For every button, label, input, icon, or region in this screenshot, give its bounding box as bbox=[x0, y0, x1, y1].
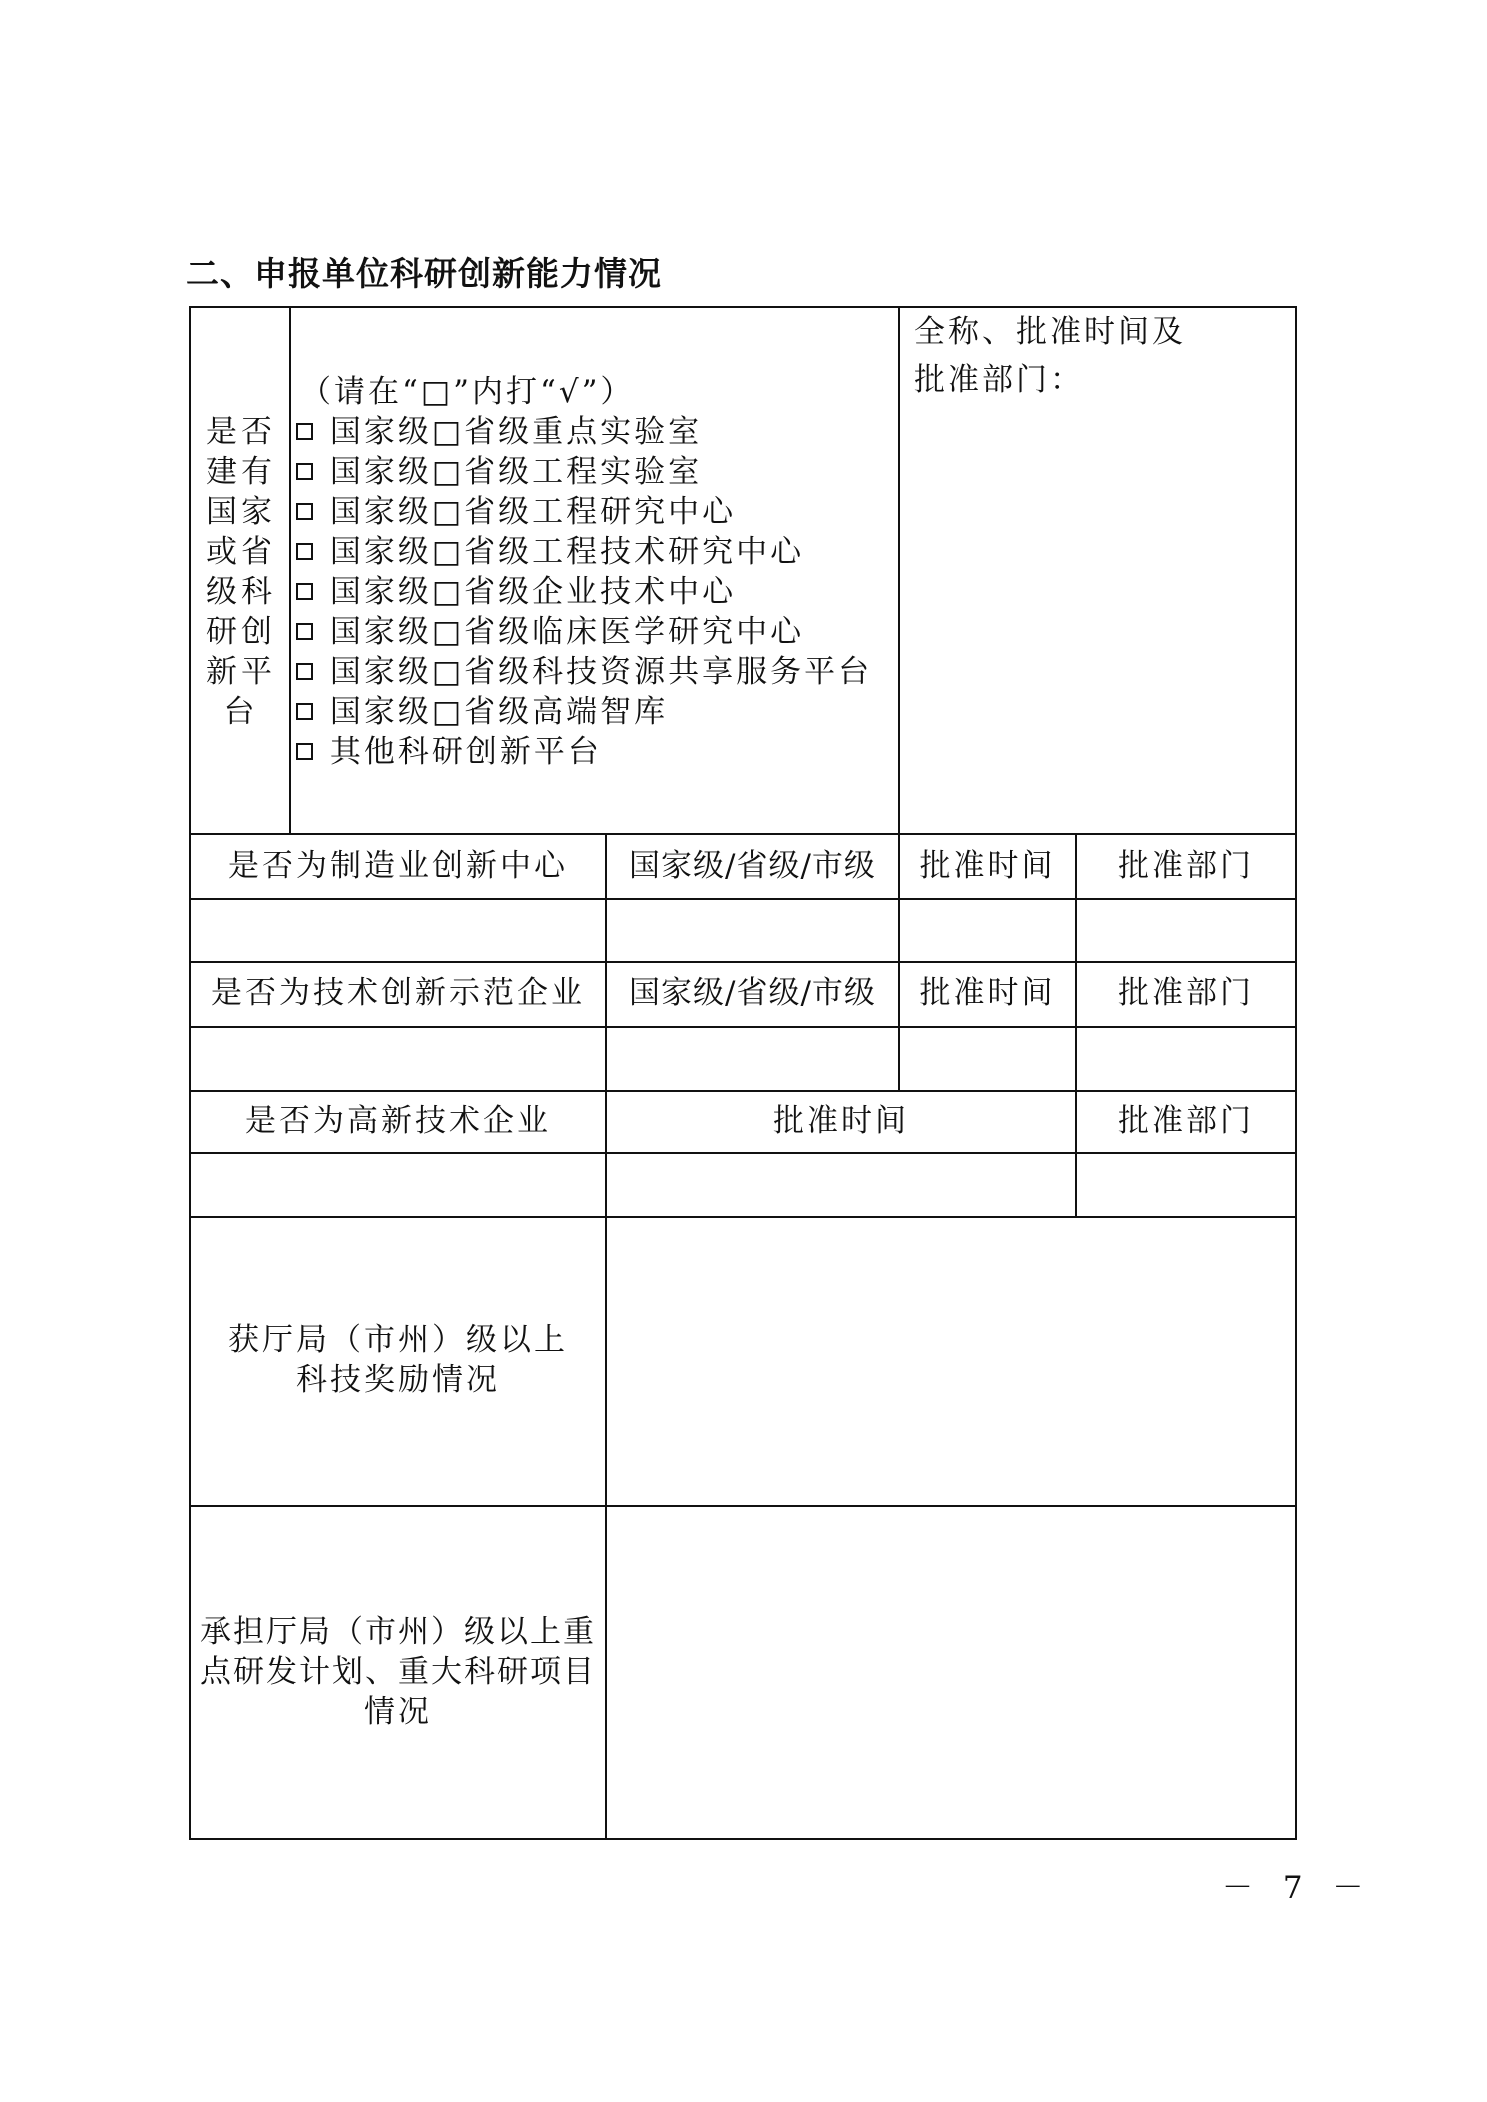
platform-detail-header: 批准部门： bbox=[914, 362, 1084, 398]
projects-label: 情况 bbox=[364, 1694, 432, 1730]
rule bbox=[898, 306, 900, 835]
manufacturing-dept-field[interactable] bbox=[1077, 900, 1295, 961]
checkbox-icon[interactable] bbox=[296, 503, 313, 520]
manufacturing-label: 是否为制造业创新中心 bbox=[228, 848, 568, 884]
table-top-border bbox=[189, 306, 1297, 308]
hightech-dept-header: 批准部门 bbox=[1118, 1103, 1254, 1139]
platform-detail-field[interactable] bbox=[902, 400, 1292, 830]
tech-demo-label: 是否为技术创新示范企业 bbox=[211, 975, 585, 1011]
projects-label: 点研发计划、重大科研项目 bbox=[200, 1654, 596, 1690]
tech-demo-level-field[interactable] bbox=[607, 1028, 898, 1090]
tech-demo-level-header: 国家级/省级/市级 bbox=[629, 975, 876, 1011]
platform-option[interactable]: 国家级□省级工程技术研究中心 bbox=[296, 532, 804, 572]
tech-demo-dept-header: 批准部门 bbox=[1118, 975, 1254, 1011]
checkbox-icon[interactable] bbox=[296, 463, 313, 480]
platform-option[interactable]: 国家级□省级工程实验室 bbox=[296, 452, 702, 492]
manufacturing-time-header: 批准时间 bbox=[919, 848, 1056, 884]
projects-label: 承担厅局（市州）级以上重 bbox=[200, 1614, 596, 1650]
hightech-answer-field[interactable] bbox=[191, 1154, 605, 1216]
checkbox-icon[interactable] bbox=[296, 543, 313, 560]
table-bottom-border bbox=[189, 1838, 1297, 1840]
platform-row-label: 是否 建有 国家 或省 级科 研创 新平 台 bbox=[206, 414, 276, 730]
manufacturing-level-field[interactable] bbox=[607, 900, 898, 961]
awards-field[interactable] bbox=[607, 1218, 1295, 1505]
checkbox-icon[interactable] bbox=[296, 423, 313, 440]
hightech-dept-field[interactable] bbox=[1077, 1154, 1295, 1216]
platform-option[interactable]: 国家级□省级科技资源共享服务平台 bbox=[296, 652, 872, 692]
hightech-time-field[interactable] bbox=[607, 1154, 1075, 1216]
hightech-label: 是否为高新技术企业 bbox=[245, 1103, 551, 1139]
platform-option[interactable]: 国家级□省级临床医学研究中心 bbox=[296, 612, 804, 652]
tech-demo-answer-field[interactable] bbox=[191, 1028, 605, 1090]
platform-option[interactable]: 国家级□省级高端智库 bbox=[296, 692, 668, 732]
rule bbox=[189, 961, 1297, 963]
tech-demo-time-field[interactable] bbox=[900, 1028, 1075, 1090]
tech-demo-time-header: 批准时间 bbox=[919, 975, 1056, 1011]
awards-label: 获厅局（市州）级以上 bbox=[228, 1322, 568, 1358]
manufacturing-time-field[interactable] bbox=[900, 900, 1075, 961]
checkbox-icon[interactable] bbox=[296, 623, 313, 640]
manufacturing-dept-header: 批准部门 bbox=[1118, 848, 1254, 884]
hightech-time-header: 批准时间 bbox=[773, 1103, 909, 1139]
rule bbox=[289, 306, 291, 835]
manufacturing-level-header: 国家级/省级/市级 bbox=[629, 848, 876, 884]
rule bbox=[189, 1090, 1297, 1092]
awards-label: 科技奖励情况 bbox=[296, 1362, 500, 1398]
platform-detail-header: 全称、批准时间及 bbox=[914, 314, 1186, 350]
platform-option[interactable]: 国家级□省级工程研究中心 bbox=[296, 492, 736, 532]
section-heading: 二、申报单位科研创新能力情况 bbox=[186, 254, 662, 293]
manufacturing-answer-field[interactable] bbox=[191, 900, 605, 961]
platform-option[interactable]: 国家级□省级重点实验室 bbox=[296, 412, 702, 452]
tech-demo-dept-field[interactable] bbox=[1077, 1028, 1295, 1090]
checkbox-icon[interactable] bbox=[296, 703, 313, 720]
platform-option[interactable]: 其他科研创新平台 bbox=[296, 732, 602, 772]
checkbox-icon[interactable] bbox=[296, 743, 313, 760]
page-number: － 7 － bbox=[1222, 1870, 1374, 1906]
table-right-border bbox=[1295, 306, 1297, 1840]
checkbox-icon[interactable] bbox=[296, 663, 313, 680]
checkbox-icon[interactable] bbox=[296, 583, 313, 600]
projects-field[interactable] bbox=[607, 1507, 1295, 1838]
platform-option[interactable]: 国家级□省级企业技术中心 bbox=[296, 572, 736, 612]
checkbox-instruction: （请在“□”内打“√”） bbox=[300, 374, 635, 410]
rule bbox=[189, 833, 1297, 835]
